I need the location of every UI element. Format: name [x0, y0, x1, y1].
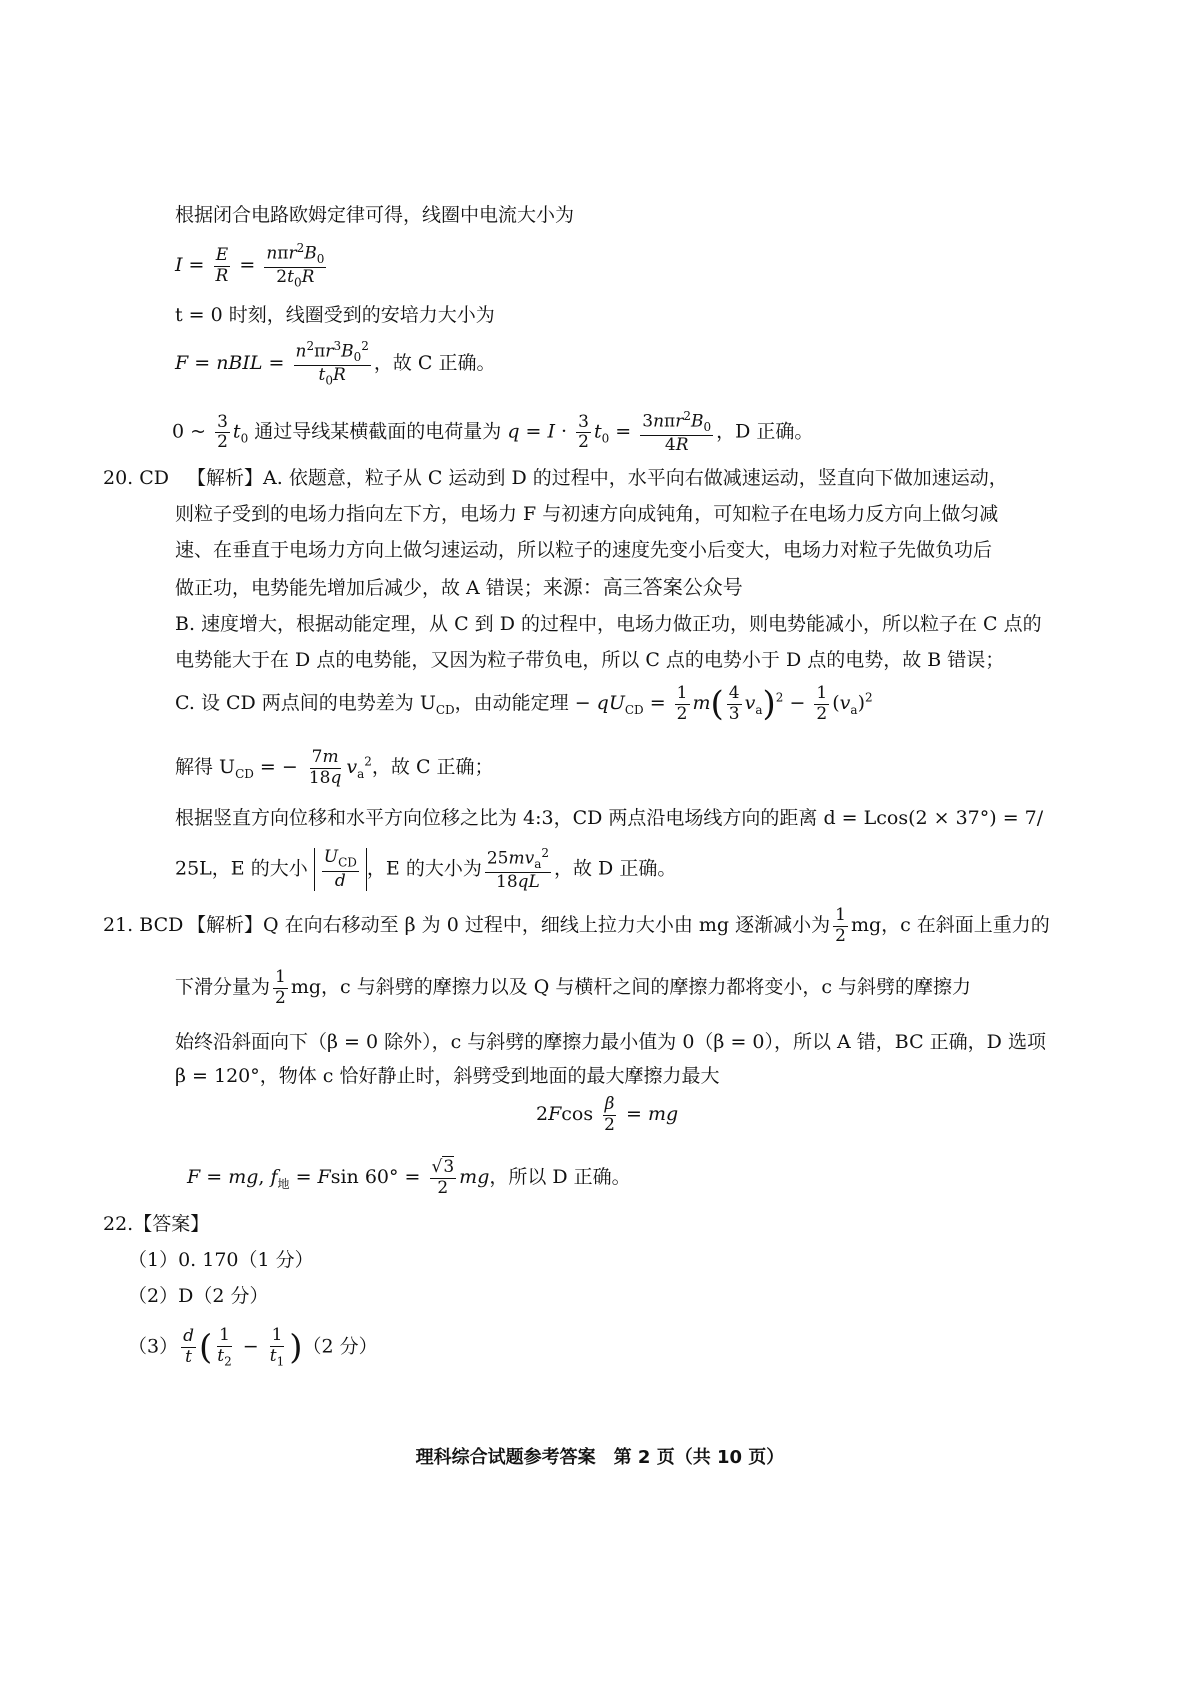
- q20-line1-text: A. 依题意，粒子从 C 运动到 D 的过程中，水平向右做减速运动，竖直向下做加速运动，: [263, 467, 1008, 489]
- q22-tag: 【答案】: [133, 1213, 210, 1235]
- q20-line2: 则粒子受到的电场力指向左下方，电场力 F 与初速方向成钝角，可知粒子在电场力反方向上做匀减: [175, 503, 999, 525]
- q20-d-line2: 25L，E 的大小 $\frac{U_{CD}}{d}$ ，E 的大小为 $\frac{25mv_a^2}{18qL}$ ，故 D 正确。: [175, 846, 677, 892]
- ohm-intro: 根据闭合电路欧姆定律可得，线圈中电流大小为: [175, 204, 575, 226]
- q20-b-line1: B. 速度增大，根据动能定理，从 C 到 D 的过程中，电场力做正功，则电势能减小，所以粒子在 C 点的: [175, 613, 1042, 635]
- q20-b-line2: 电势能大于在 D 点的电势能，又因为粒子带负电，所以 C 点的电势小于 D 点的电势，故 B 错误；: [175, 649, 1005, 671]
- q20-d-text-a: 25L，E 的大小: [175, 857, 308, 880]
- q21-line4: β = 120°，物体 c 恰好静止时，斜劈受到地面的最大摩擦力最大: [175, 1065, 720, 1087]
- q20-c-text: C. 设 CD 两点间的电势差为 U: [175, 692, 436, 715]
- q22-a3-prefix: （3）: [128, 1335, 179, 1358]
- q21-conclusion: ，所以 D 正确。: [489, 1166, 631, 1189]
- q22-a3-score: （2 分）: [302, 1335, 378, 1358]
- q21-line1: 【解析】Q 在向右移动至 β 为 0 过程中，细线上拉力大小由 mg 逐渐减小为 $\frac{1}{2}$ mg，c 在斜面上重力的: [187, 905, 1050, 946]
- charge-text: 通过导线某横截面的电荷量为: [254, 420, 502, 443]
- source-watermark: 来源：高三答案公众号: [542, 575, 743, 599]
- q21-line1-a: 【解析】Q 在向右移动至 β 为 0 过程中，细线上拉力大小由 mg 逐渐减小为: [187, 914, 831, 937]
- q21-line2-b: mg，c 与斜劈的摩擦力以及 Q 与横杆之间的摩擦力都将变小，c 与斜劈的摩擦力: [290, 976, 972, 999]
- force-formula: F = nBIL = $\frac{n^2\pi r^3B_0^2}{t_0R}$ ，故 C 正确。: [175, 339, 496, 388]
- q20-solve: 解得 $U_{CD}$ = − $\frac{7m}{18q}$ $v_a^2$，故 C 正确；: [175, 747, 494, 788]
- q20-c-text2: ，由动能定理: [454, 692, 569, 715]
- q20-tag: 【解析】: [187, 467, 264, 489]
- t0-intro: t = 0 时刻，线圈受到的安培力大小为: [175, 304, 495, 326]
- q20-line4: [175, 574, 743, 601]
- q20-line1: [187, 466, 1008, 491]
- q22-answer-2: （2）D（2 分）: [128, 1285, 269, 1307]
- q21-cos-formula: 2Fcos $\frac{\beta}{2}$ = mg: [536, 1094, 679, 1135]
- q20-number: 20. CD: [103, 467, 170, 489]
- q20-d-line1: 根据竖直方向位移和水平方向位移之比为 4:3，CD 两点沿电场线方向的距离 d = Lcos(2 × 37°) = 7/: [175, 807, 1044, 829]
- q21-final-formula: F = mg, $f_地 = Fsin$ 60° = $\frac{√3}{2}$ mg，所以 D 正确。: [187, 1157, 631, 1198]
- page-footer: 理科综合试题参考答案 第 2 页（共 10 页）: [415, 1447, 785, 1468]
- q21-line1-b: mg，c 在斜面上重力的: [850, 914, 1050, 937]
- q21-line3: 始终沿斜面向下（β = 0 除外），c 与斜劈的摩擦力最小值为 0（β = 0），所以 A 错，BC 正确，D 选项: [175, 1031, 1046, 1053]
- q21-line2: 下滑分量为 $\frac{1}{2}$ mg，c 与斜劈的摩擦力以及 Q 与横杆之间的摩擦力都将变小，c 与斜劈的摩擦力: [175, 967, 972, 1008]
- q21-number: 21. BCD: [103, 914, 184, 936]
- q20-line4-text: 做正功，电势能先增加后减少，故 A 错误；: [175, 577, 543, 599]
- force-conclusion: ，故 C 正确。: [373, 352, 496, 375]
- q22-number: [103, 1212, 209, 1237]
- q20-line3: 速、在垂直于电场力方向上做匀速运动，所以粒子的速度先变小后变大，电场力对粒子先做负功后: [175, 539, 993, 561]
- current-formula: I = $\frac{E}{R}$ = $\frac{n\pi r^2B_0}{2t_0R}$: [175, 241, 325, 290]
- q22-num: 22.: [103, 1213, 134, 1235]
- q22-answer-1: （1）0. 170（1 分）: [128, 1249, 314, 1271]
- q21-line2-a: 下滑分量为: [175, 976, 271, 999]
- q20-d-text-b: ，E 的大小为: [366, 857, 482, 880]
- q20-c-line: C. 设 CD 两点间的电势差为 $U_{CD}$，由动能定理 − $qU_{CD}$ = $\frac{1}{2}$ m( $\frac{4}{3}$ $v_a)^2$ − $\frac{1}{2}$ $(v_a)^2$: [175, 683, 873, 725]
- q22-answer-3: （3） $\frac{d}{t}$ ( $\frac{1}{t_2}$ − $\frac{1}{t_1}$ )（2 分）: [128, 1325, 378, 1368]
- q20-d-text-c: ，故 D 正确。: [554, 857, 677, 880]
- q20-solve-end: ，故 C 正确；: [371, 756, 494, 779]
- charge-formula: 0 ~ $\frac{3}{2}$ $t_0$ 通过导线某横截面的电荷量为 q = I · $\frac{3}{2}$ $t_0$ = $\frac{3n\pi r^2B_0}{4R}$ ，D 正确。: [172, 409, 814, 455]
- q20-solve-text: 解得 U: [175, 756, 236, 779]
- charge-conclusion: ，D 正确。: [716, 420, 814, 443]
